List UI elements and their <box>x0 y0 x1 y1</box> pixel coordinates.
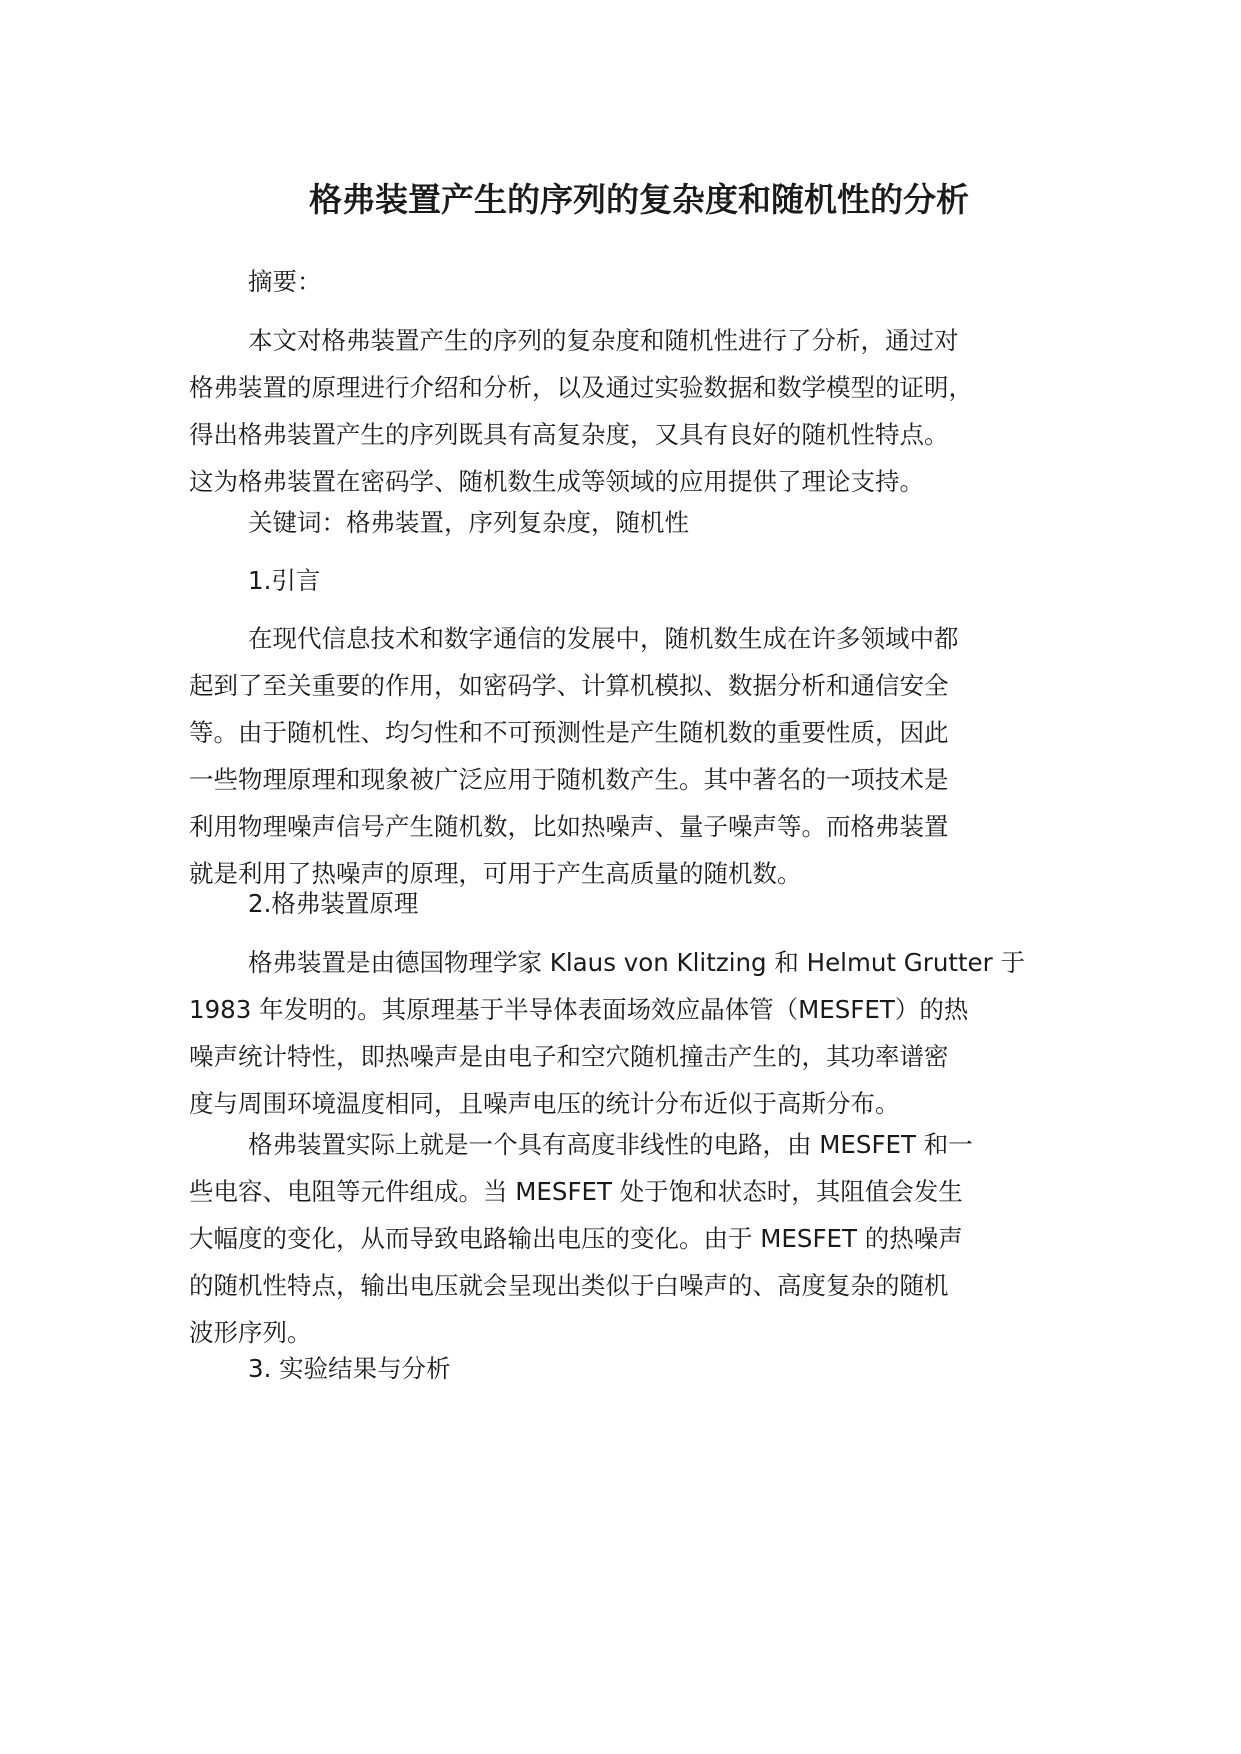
abstract-paragraph <box>189 317 1089 505</box>
section-2-line: 大幅度的变化，从而导致电路输出电压的变化。由于 MESFET 的热噪声 <box>189 1224 963 1253</box>
abstract-label: 摘要： <box>248 267 322 296</box>
abstract-line: 这为格弗装置在密码学、随机数生成等领域的应用提供了理论支持。 <box>189 467 924 496</box>
section-2-line: 波形序列。 <box>189 1318 312 1347</box>
section-2-line: 噪声统计特性，即热噪声是由电子和空穴随机撞击产生的，其功率谱密 <box>189 1042 949 1071</box>
section-2-line: 1983 年发明的。其原理基于半导体表面场效应晶体管（MESFET）的热 <box>189 995 969 1024</box>
section-1-heading: 1.引言 <box>248 566 321 595</box>
section-2-line: 格弗装置是由德国物理学家 Klaus von Klitzing 和 Helmut Grutter 于 <box>248 948 1025 977</box>
section-1-line: 等。由于随机性、均匀性和不可预测性是产生随机数的重要性质，因此 <box>189 718 949 747</box>
abstract-line: 格弗装置的原理进行介绍和分析，以及通过实验数据和数学模型的证明， <box>189 373 973 402</box>
section-2-line: 格弗装置实际上就是一个具有高度非线性的电路，由 MESFET 和一 <box>248 1130 973 1159</box>
abstract-line: 得出格弗装置产生的序列既具有高复杂度，又具有良好的随机性特点。 <box>189 420 949 449</box>
section-2-line: 些电容、电阻等元件组成。当 MESFET 处于饱和状态时，其阻值会发生 <box>189 1177 963 1206</box>
document-title: 格弗装置产生的序列的复杂度和随机性的分析 <box>309 180 969 219</box>
section-1-line: 一些物理原理和现象被广泛应用于随机数产生。其中著名的一项技术是 <box>189 765 949 794</box>
section-2-line: 度与周围环境温度相同，且噪声电压的统计分布近似于高斯分布。 <box>189 1089 900 1118</box>
section-1-line: 起到了至关重要的作用，如密码学、计算机模拟、数据分析和通信安全 <box>189 671 949 700</box>
section-1-paragraph <box>189 615 1089 897</box>
section-1-line: 利用物理噪声信号产生随机数，比如热噪声、量子噪声等。而格弗装置 <box>189 812 949 841</box>
section-2-paragraph-1 <box>189 939 1089 1127</box>
section-2-line: 的随机性特点，输出电压就会呈现出类似于白噪声的、高度复杂的随机 <box>189 1271 949 1300</box>
section-2-paragraph-2 <box>189 1121 1089 1356</box>
section-1-line: 就是利用了热噪声的原理，可用于产生高质量的随机数。 <box>189 859 802 888</box>
section-1-line: 在现代信息技术和数字通信的发展中，随机数生成在许多领域中都 <box>248 624 959 653</box>
keywords-line: 关键词：格弗装置，序列复杂度，随机性 <box>248 508 689 537</box>
section-2-heading: 2.格弗装置原理 <box>248 889 419 918</box>
abstract-line: 本文对格弗装置产生的序列的复杂度和随机性进行了分析，通过对 <box>248 326 959 355</box>
section-3-heading: 3. 实验结果与分析 <box>248 1354 451 1383</box>
